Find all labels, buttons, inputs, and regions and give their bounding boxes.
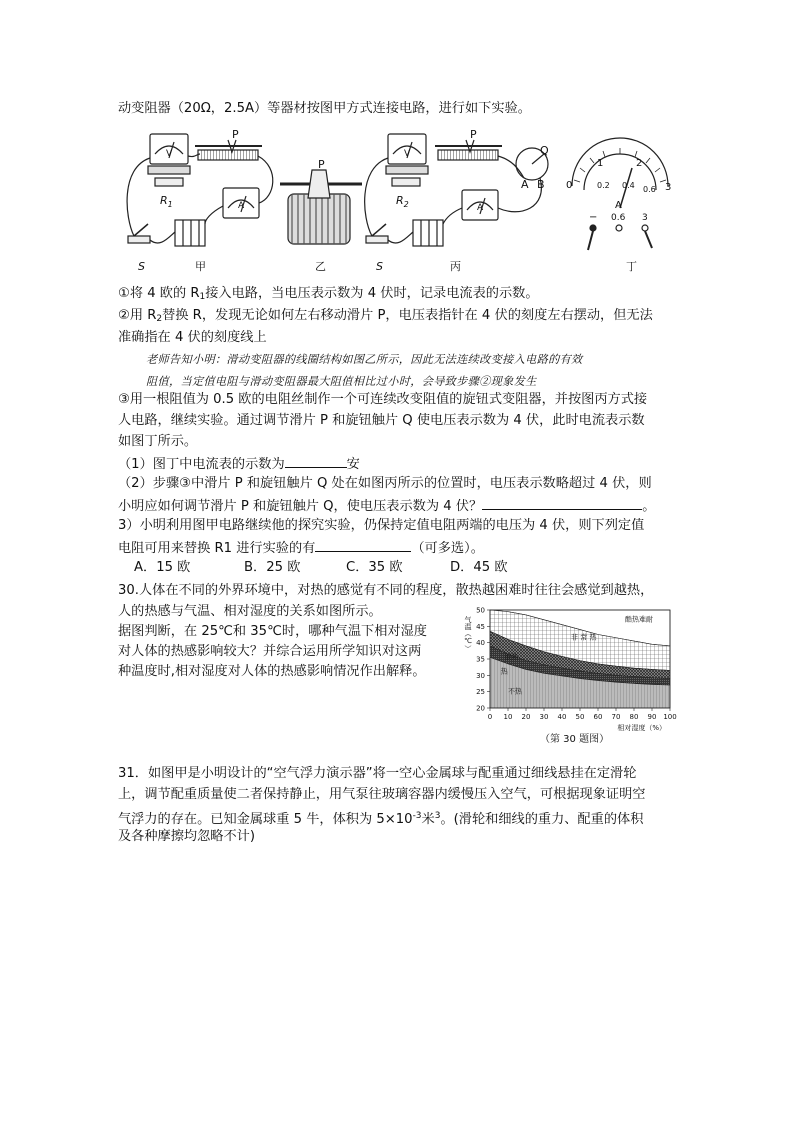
- option-b: B．25 欧: [244, 560, 301, 575]
- caption-yi: 乙: [315, 260, 326, 273]
- y-tick-label: 40: [476, 639, 485, 648]
- step2-cont: 准确指在 4 伏的刻度线上: [118, 330, 267, 345]
- x-tick-label: 80: [629, 713, 639, 721]
- label-B-terminal: B: [537, 178, 545, 191]
- step3-cont: 人电路，继续实验。通过调节滑片 P 和旋钮触片 Q 使电压表示数为 4 伏，此时电流表示数: [118, 413, 645, 428]
- step1: ①将 4 欧的 $R_1$接入电路，当电压表示数为 4 伏时，记录电流表的示数。: [118, 286, 539, 302]
- label-A-jia: A: [238, 201, 245, 211]
- x-tick-label: 30: [539, 713, 549, 721]
- y-tick-label: 30: [476, 671, 485, 680]
- option-c: C．35 欧: [346, 560, 403, 575]
- dial-04: 0.4: [622, 181, 635, 190]
- region-label: 热: [500, 667, 508, 676]
- label-A-terminal: A: [521, 178, 529, 191]
- dial-02: 0.2: [597, 181, 610, 190]
- y-tick-label: 50: [476, 606, 485, 615]
- x-tick-label: 10: [503, 713, 513, 721]
- region-label: 非 常 热: [571, 633, 597, 642]
- step3: ③用一根阻值为 0.5 欧的电阻丝制作一个可连续改变阻值的旋钮式变阻器，并按图丙方式接: [118, 392, 648, 407]
- intro-text: 动变阻器（20Ω，2.5A）等器材按图甲方式连接电路，进行如下实验。: [118, 101, 531, 116]
- y-tick-label: 20: [476, 704, 485, 713]
- option-d: D．45 欧: [450, 560, 508, 575]
- x-axis-label: 相对湿度（%）: [617, 724, 666, 732]
- y-tick-label: 25: [476, 688, 485, 697]
- step2: ②用 $R_2$替换 R，发现无论如何左右移动滑片 P，电压表指针在 4 伏的刻度左右摆动，但无法: [118, 308, 653, 324]
- term-3: 3: [642, 213, 648, 223]
- x-tick-label: 90: [647, 713, 657, 721]
- dial-2: 2: [636, 158, 643, 169]
- answer-blank-3[interactable]: [315, 537, 411, 552]
- dial-A: A: [615, 200, 622, 211]
- q31-line3: 气浮力的存在。已知金属球重 5 牛，体积为 $5\times 10^{-3}$米$^3$。(滑轮和细线的重力、配重的体积: [118, 811, 644, 827]
- subq-1: （1）图丁中电流表的示数为 安: [118, 453, 360, 475]
- subq-3-cont: 电阻可用来替换 R1 进行实验的有 （可多选）。: [118, 537, 484, 559]
- label-V-bing: V: [404, 149, 411, 159]
- term-06: 0.6: [611, 213, 626, 223]
- y-tick-label: 35: [476, 655, 485, 664]
- q31-line1: 31．如图甲是小明设计的“空气浮力演示器”将一空心金属球与配重通过细线悬挂在定滑轮: [118, 766, 637, 781]
- teacher-note-2: 阻值，当定值电阻与滑动变阻器最大阻值相比过小时，会导致步骤②现象发生: [146, 375, 537, 388]
- figure-yi: [280, 170, 362, 244]
- term-minus: −: [589, 212, 598, 223]
- subq-3: 3）小明利用图甲电路继续他的探究实验，仍保持定值电阻两端的电压为 4 伏，则下列定值: [118, 518, 645, 533]
- q30-line3: 据图判断，在 25℃和 35℃时，哪种气温下相对湿度: [118, 624, 427, 639]
- region-label: 不热: [508, 687, 522, 696]
- y-tick-label: 45: [476, 622, 485, 631]
- label-S-jia: S: [138, 260, 145, 273]
- option-a: A．15 欧: [134, 560, 191, 575]
- subq-2-cont: 小明应如何调节滑片 P 和旋钮触片 Q，使电压表示数为 4 伏？ 。: [118, 495, 655, 517]
- y-axis-label: 气温（℃）: [464, 616, 472, 652]
- dial-3: 3: [665, 182, 672, 193]
- subq-2: （2）步骤③中滑片 P 和旋钮触片 Q 处在如图丙所示的位置时，电压表示数略超过 4 伏，则: [118, 476, 652, 491]
- answer-blank-1[interactable]: [285, 453, 347, 468]
- x-tick-label: 40: [557, 713, 567, 721]
- figure-ding: [572, 138, 668, 250]
- label-V-jia: V: [166, 149, 173, 159]
- x-tick-label: 100: [663, 713, 677, 721]
- label-P-jia: P: [232, 128, 239, 141]
- q30-line2: 人的热感与气温、相对湿度的关系如图所示。: [118, 604, 382, 619]
- x-tick-label: 20: [521, 713, 531, 721]
- caption-jia: 甲: [195, 260, 206, 273]
- label-S-bing: S: [376, 260, 383, 273]
- q31-line4: 及各种摩擦均忽略不计): [118, 829, 256, 844]
- label-A-bing: A: [477, 203, 484, 213]
- x-tick-label: 50: [575, 713, 585, 721]
- figure-jia: [127, 134, 273, 246]
- caption-bing: 丙: [450, 260, 461, 273]
- answer-blank-2[interactable]: [482, 495, 642, 510]
- dial-0: 0: [566, 180, 573, 191]
- teacher-note-1: 老师告知小明：滑动变阻器的线圈结构如图乙所示，因此无法连续改变接入电路的有效: [146, 353, 583, 366]
- label-P-bing: P: [470, 128, 477, 141]
- step3-end: 如图丁所示。: [118, 434, 198, 449]
- label-R2: $R_2$: [396, 194, 409, 209]
- x-tick-label: 70: [611, 713, 621, 721]
- label-R1: $R_1$: [160, 194, 173, 209]
- q30-line4: 对人体的热感影响较大？并综合运用所学知识对这两: [118, 644, 422, 659]
- x-tick-label: 60: [593, 713, 603, 721]
- q30-line5: 种温度时,相对湿度对人体的热感影响情况作出解释。: [118, 664, 426, 679]
- x-tick-label: 0: [487, 713, 493, 721]
- dial-1: 1: [597, 158, 604, 169]
- circuit-figures: [0, 128, 794, 278]
- q30-line1: 30.人体在不同的外界环境中，对热的感觉有不同的程度，散热越困难时往往会感觉到越热，: [118, 583, 654, 598]
- caption-ding: 丁: [626, 260, 637, 273]
- label-P-yi: P: [318, 158, 325, 171]
- region-label: 很热: [504, 653, 519, 661]
- chart-caption: （第 30 题图）: [540, 734, 610, 745]
- label-Q: Q: [540, 144, 549, 157]
- q31-line2: 上，调节配重质量使二者保持静止，用气泵往玻璃容器内缓慢压入空气，可根据现象证明空: [118, 787, 646, 802]
- region-label: 酷热难耐: [625, 615, 653, 624]
- dial-06: 0.6: [643, 185, 656, 194]
